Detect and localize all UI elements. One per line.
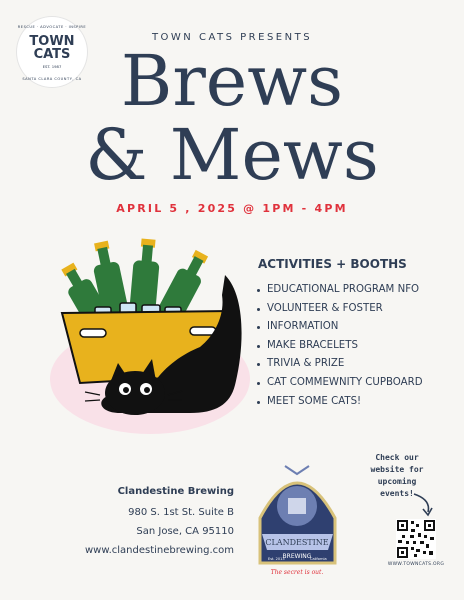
event-title-line1: Brews xyxy=(120,40,344,122)
logo-ring-bottom: SANTA CLARA COUNTY, CA xyxy=(22,77,82,81)
check-line: events! xyxy=(380,489,414,498)
activities-list xyxy=(255,281,455,411)
venue-address-line2: San Jose, CA 95110 xyxy=(136,526,234,537)
activity-item: CAT COMMEWNITY CUPBOARD xyxy=(255,374,455,393)
qr-url: WWW.TOWNCATS.ORG xyxy=(387,562,445,567)
brewery-logo-place: California xyxy=(310,557,327,561)
activity-item: TRIVIA & PRIZE xyxy=(255,355,455,374)
brewery-logo-slogan: The secret is out. xyxy=(270,569,324,576)
activity-item: MAKE BRACELETS xyxy=(255,337,455,356)
activities-title: ACTIVITIES + BOOTHS xyxy=(258,257,407,271)
venue-address-line1: 980 S. 1st St. Suite B xyxy=(128,507,234,518)
logo-est: EST. 1987 xyxy=(42,64,62,69)
check-line: website for xyxy=(370,465,424,474)
presents-line: TOWN CATS PRESENTS xyxy=(151,32,313,43)
check-line: upcoming xyxy=(377,477,417,486)
qr-code[interactable] xyxy=(396,519,436,559)
cat-beer-bucket-illustration xyxy=(40,235,250,445)
clandestine-brewing-logo xyxy=(250,458,345,583)
check-line: Check our xyxy=(375,453,419,462)
logo-ring-top: RESCUE · ADVOCATE · INSPIRE xyxy=(17,25,87,29)
activity-item: VOLUNTEER & FOSTER xyxy=(255,300,455,319)
brewery-logo-est: Est. 2013 xyxy=(268,557,285,561)
brewery-logo-name: CLANDESTINE xyxy=(265,538,329,547)
arrow-down-icon xyxy=(410,492,438,518)
activity-item: EDUCATIONAL PROGRAM NFO xyxy=(255,281,455,300)
activity-item: MEET SOME CATS! xyxy=(255,393,455,412)
logo-line2: CATS xyxy=(33,47,71,62)
event-date: APRIL 5 , 2025 @ 1PM - 4PM xyxy=(116,202,348,215)
venue-name: Clandestine Brewing xyxy=(117,486,234,497)
event-title-line2: & Mews xyxy=(85,114,379,196)
brewery-logo-sub: BREWING xyxy=(282,553,312,560)
logo-line1: TOWN xyxy=(29,34,75,49)
activity-item-continued: INFORMATION xyxy=(255,318,455,337)
venue-website-link[interactable]: www.clandestinebrewing.com xyxy=(84,545,234,556)
